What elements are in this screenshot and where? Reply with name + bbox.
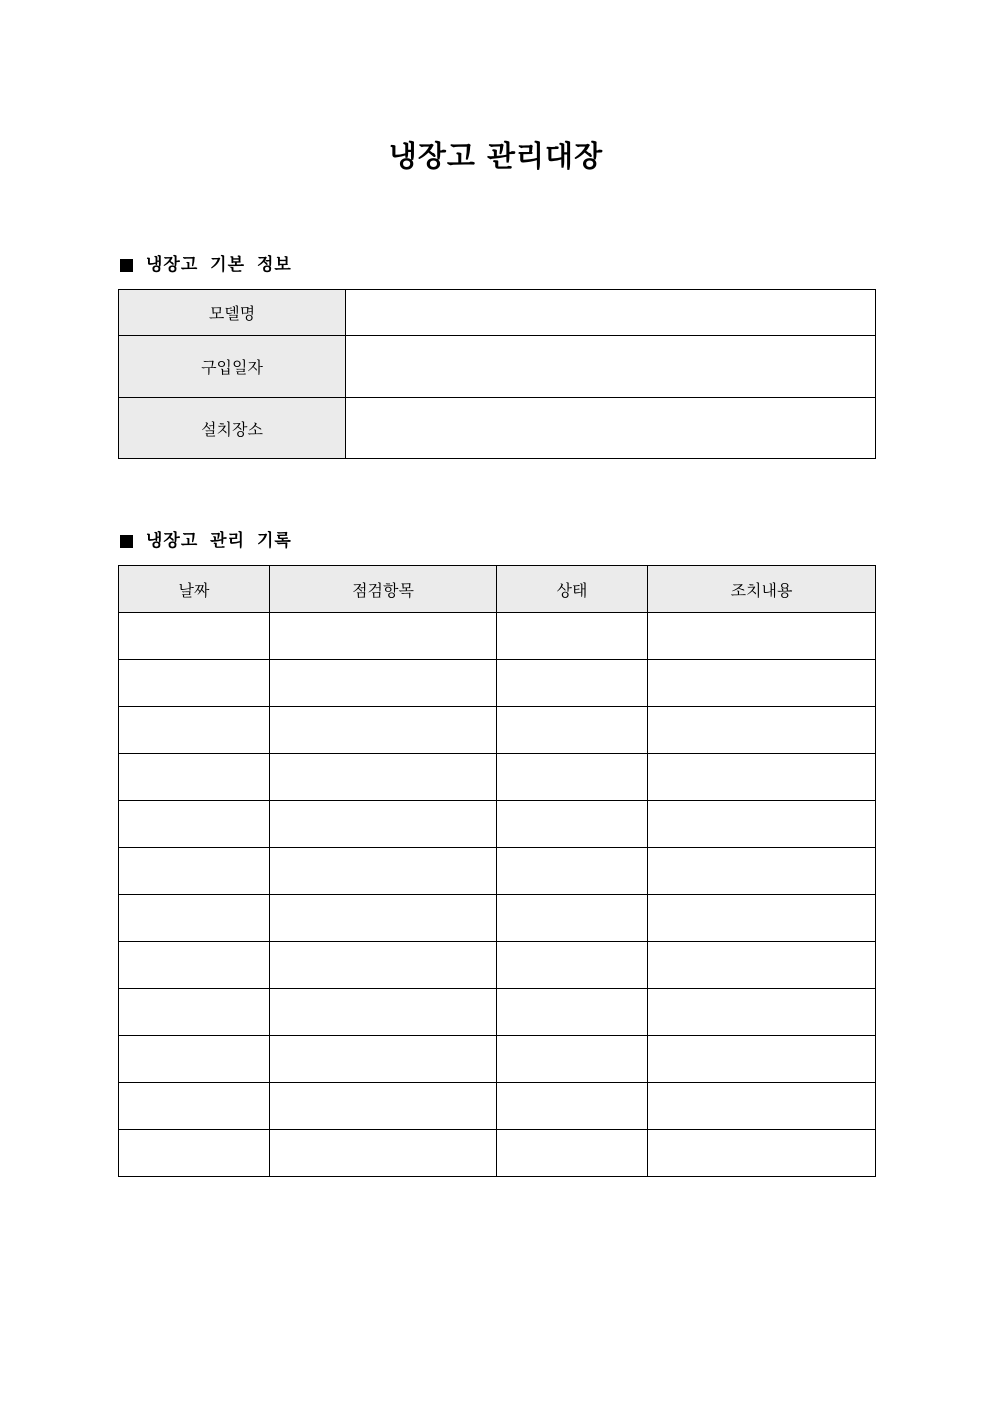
- cell-status[interactable]: [497, 895, 648, 942]
- info-label-model: 모델명: [119, 290, 346, 336]
- cell-date[interactable]: [119, 848, 270, 895]
- cell-check-item[interactable]: [270, 942, 497, 989]
- cell-status[interactable]: [497, 1083, 648, 1130]
- cell-check-item[interactable]: [270, 660, 497, 707]
- cell-check-item[interactable]: [270, 1036, 497, 1083]
- cell-status[interactable]: [497, 848, 648, 895]
- cell-status[interactable]: [497, 613, 648, 660]
- table-row: [119, 1083, 876, 1130]
- basic-info-table: [118, 289, 876, 459]
- records-table: [118, 565, 876, 1177]
- cell-action[interactable]: [648, 848, 876, 895]
- table-row: [119, 895, 876, 942]
- cell-action[interactable]: [648, 895, 876, 942]
- cell-action[interactable]: [648, 754, 876, 801]
- section-heading-basic-info: [119, 253, 292, 277]
- section-heading-records: [119, 529, 292, 553]
- cell-status[interactable]: [497, 660, 648, 707]
- info-label-location: 설치장소: [119, 398, 346, 459]
- cell-check-item[interactable]: [270, 848, 497, 895]
- cell-action[interactable]: [648, 942, 876, 989]
- table-row: [119, 942, 876, 989]
- cell-action[interactable]: [648, 1036, 876, 1083]
- cell-date[interactable]: [119, 801, 270, 848]
- cell-check-item[interactable]: [270, 754, 497, 801]
- cell-check-item[interactable]: [270, 801, 497, 848]
- cell-status[interactable]: [497, 1130, 648, 1177]
- cell-date[interactable]: [119, 895, 270, 942]
- info-value-purchase-date[interactable]: [346, 336, 876, 398]
- info-row-location: [119, 398, 876, 459]
- table-row: [119, 1036, 876, 1083]
- cell-action[interactable]: [648, 707, 876, 754]
- cell-date[interactable]: [119, 754, 270, 801]
- cell-action[interactable]: [648, 660, 876, 707]
- column-header-date: 날짜: [119, 566, 270, 613]
- cell-action[interactable]: [648, 801, 876, 848]
- cell-action[interactable]: [648, 613, 876, 660]
- info-value-model[interactable]: [346, 290, 876, 336]
- table-row: [119, 801, 876, 848]
- cell-action[interactable]: [648, 1130, 876, 1177]
- table-row: [119, 613, 876, 660]
- cell-status[interactable]: [497, 754, 648, 801]
- cell-status[interactable]: [497, 942, 648, 989]
- square-bullet-icon: [120, 535, 133, 548]
- info-value-location[interactable]: [346, 398, 876, 459]
- square-bullet-icon: [120, 259, 133, 272]
- cell-date[interactable]: [119, 613, 270, 660]
- cell-date[interactable]: [119, 707, 270, 754]
- cell-check-item[interactable]: [270, 989, 497, 1036]
- cell-check-item[interactable]: [270, 895, 497, 942]
- cell-action[interactable]: [648, 989, 876, 1036]
- cell-status[interactable]: [497, 801, 648, 848]
- info-row-model: [119, 290, 876, 336]
- cell-date[interactable]: [119, 989, 270, 1036]
- cell-check-item[interactable]: [270, 1130, 497, 1177]
- cell-status[interactable]: [497, 1036, 648, 1083]
- table-row: [119, 707, 876, 754]
- table-row: [119, 660, 876, 707]
- table-row: [119, 848, 876, 895]
- info-label-purchase-date: 구입일자: [119, 336, 346, 398]
- cell-date[interactable]: [119, 1130, 270, 1177]
- cell-check-item[interactable]: [270, 613, 497, 660]
- column-header-status: 상태: [497, 566, 648, 613]
- cell-date[interactable]: [119, 942, 270, 989]
- cell-check-item[interactable]: [270, 1083, 497, 1130]
- cell-status[interactable]: [497, 707, 648, 754]
- cell-date[interactable]: [119, 660, 270, 707]
- cell-action[interactable]: [648, 1083, 876, 1130]
- info-row-purchase-date: [119, 336, 876, 398]
- cell-date[interactable]: [119, 1036, 270, 1083]
- cell-date[interactable]: [119, 1083, 270, 1130]
- section-heading-text: 냉장고 기본 정보: [146, 255, 292, 275]
- table-row: [119, 1130, 876, 1177]
- cell-status[interactable]: [497, 989, 648, 1036]
- records-header-row: [119, 566, 876, 613]
- column-header-action: 조치내용: [648, 566, 876, 613]
- section-heading-text: 냉장고 관리 기록: [146, 531, 292, 551]
- table-row: [119, 754, 876, 801]
- page-title: 냉장고 관리대장: [388, 139, 604, 173]
- cell-check-item[interactable]: [270, 707, 497, 754]
- table-row: [119, 989, 876, 1036]
- column-header-check-item: 점검항목: [270, 566, 497, 613]
